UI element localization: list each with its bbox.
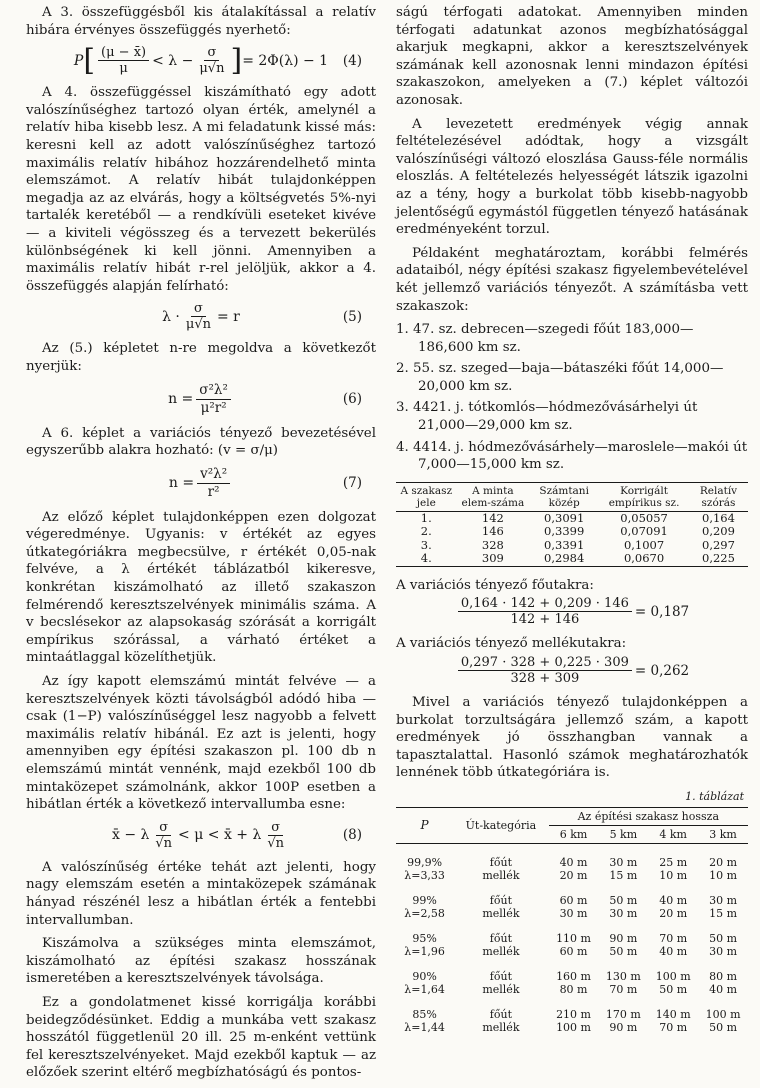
section-length-table [396,807,748,1034]
list-item: 4. 4414. j. hódmezővásárhely—maroslele—makói út 7,000—15,000 km sz. [396,439,748,473]
table-row: 99,9% főút 40 m 30 m 25 m 20 m [407,856,738,869]
paragraph-example: Példaként meghatároztam, korábbi felmérés adataiból, négy építési szakasz figyelembevételével két jellemző variációs tényezőt. A számításba vett szakaszok: [396,245,748,314]
list-item: 1. 47. sz. debrecen—szegedi főút 183,000—186,600 km sz. [396,322,694,355]
paragraph-8: Ez a gondolatmenet kissé korrigálja korábbi beidegződésünket. Eddig a munkába vett szakasz hosszától függetlenül 20 ill. 25 m-enként vettünk fel keresztszelvényeket. Majd ezekből kaptuk — az előzőek szerint eltérő megbízhatóságú és pontos- [26,994,376,1081]
table-row: λ=1,64 mellék 80 m 70 m 50 m 40 m [404,983,738,996]
eq4-number: (4) [342,52,362,69]
equation-4 [26,42,376,78]
side-road-calc: $\frac{0,297 \cdot 328 + 0,225 \cdot 309}{328 + 309}$ = 0,262 [396,655,748,686]
eq6-number: (6) [342,391,362,407]
list-item: 3. 4421. j. tótkomlós—hódmezővásárhelyi út 21,000—29,000 km sz. [396,400,698,434]
table-row: 1. 142 0,3091 0,05057 0,164 [420,510,735,525]
table-header: Út-kategória [465,819,537,832]
table-header: 5 km [609,828,638,841]
table-header: 3 km [709,828,737,841]
paragraph-4: Az előző képlet tulajdonképpen ezen dolgozat végeredménye. Ugyanis: v értékét az egyes útkategóriákra megbecsülve, r értékét 0,05-nak felvéve, a λ értékét táblázatból kikeresve, konkrétan kiszámolható az illető szakaszon felmérendő keresztszelvények minimális száma. A v becslésekor az alapsokaság szórását a korrigált empírikus szórással, a várható értéket a mintaátlaggal közelíthetjük. [26,509,376,666]
equation-8: x̄ − λ $\frac{\sigma}{√n}$ < μ < x̄ + λ $\frac{\sigma}{√n}$ (8) [111,819,362,851]
eq4-right-bracket: ] [230,42,243,78]
eq4-p: P [73,52,84,69]
table-row: λ=3,33 mellék 20 m 15 m 10 m 10 m [404,869,738,882]
section-list [396,321,748,474]
equation-7: n = $\frac{\text{v²λ²}}{\text{r²}}$ (7) [168,465,362,500]
equation-6: n = $\frac{\text{σ²λ²}}{\text{μ²r²}}$ (6) [168,381,362,416]
table-row: 85% főút 210 m 170 m 140 m 100 m [412,1008,741,1021]
eq4-rhs: = 2Φ(λ) − 1 [242,52,329,69]
right-column [396,4,748,1034]
table-row: 4. 309 0,2984 0,0670 0,225 [396,552,748,566]
table-row: λ=1,96 mellék 60 m 50 m 40 m 30 m [404,945,738,958]
paragraph-3: A 6. képlet a variációs tényező bevezetésével egyszerűbb alakra hozható: (v = σ/μ) [26,425,376,459]
table-header: Az építési szakasz hossza [549,808,748,826]
table-row: 2. 146 0,3399 0,07091 0,209 [420,524,735,539]
table-header: A minta elem-száma [461,484,525,509]
eq4-mid: < λ − [152,52,194,69]
eq4-left-bracket: [ [83,42,96,78]
table-header: 6 km [559,828,588,841]
paragraph-1: A 4. összefüggéssel kiszámítható egy adott valószínűséghez tartozó olyan érték, amelynél a relatív hiba kisebb lesz. A mi feladatunk kissé más: keresni kell az adott valószínűséghez tartozó maximális relatív hibához hozzárendelhető minta elemszámot. A relatív hibát tulajdonképpen megadja az az elvárás, hogy a költségvetés 5%-nyi tartalék keretéből — a rendkívüli eseteket kivéve — a kiviteli végösszeg és a tervezett bekerülés különbségének ki kell jönni. Amennyiben a maximális relatív hibát r-rel jelöljük, akkor a 4. összefüggés alapján felírható: [26,85,376,294]
paragraph-7: Kiszámolva a szükséges minta elemszámot, kiszámolható az építési szakasz hosszának ismeretében a keresztszelvények távolsága. [26,936,376,987]
side-road-label: A variációs tényező mellékutakra: [396,636,627,652]
paragraph-2: Az (5.) képletet n-re megoldva a következőt nyerjük: [26,341,376,374]
table-row: 90% főút 160 m 130 m 100 m 80 m [412,970,738,983]
table-header: Számtani közép [539,484,589,509]
table-caption: 1. táblázat [685,790,744,803]
paragraph-assumption: A levezetett eredmények végig annak feltételezésével adódtak, hogy a vizsgált valószínűségi változó eloszlása Gauss-féle normális eloszlás. A feltételezés helyességét látszik igazolni az a tény, hogy a burkolat több kisebb-nagyobb jelentőségű egymástól független tényező hatásának eredményeként torzul. [396,116,748,238]
list-item: 2. 55. sz. szeged—baja—bátaszéki főút 14,000—20,000 km sz. [396,361,724,394]
table-header: 4 km [659,828,687,841]
equation-5: λ · $\frac{\sigma}{\mu√n}$ = r (5) [162,301,362,333]
paragraph-continued: ságú térfogati adatokat. Amennyiben minden térfogati adatunkat azonos megbízhatósággal akarjuk megkapni, akkor a keresztszelvények számának kell azonosnak lenni mindazon építési szakaszokon, amelyeken a (7.) képlet változói azonosak. [396,5,748,108]
paragraph-intro: A 3. összefüggésből kis átalakítással a relatív hibára érvényes összefüggés nyerhető: [26,5,376,38]
table-row: λ=1,44 mellék 100 m 90 m 70 m 50 m [404,1021,738,1034]
table-row: 3. 328 0,3391 0,1007 0,297 [420,537,735,552]
main-road-label: A variációs tényező főutakra: [396,577,594,593]
section-length-table-body [396,844,748,1035]
table-header: P [420,818,429,832]
eq7-number: (7) [342,475,362,492]
variation-table [396,482,748,567]
table-header: Korrigált empírikus sz. [608,484,680,509]
eq4-fraction: $\frac{(\mu - x̄)}{\mu}$ [98,45,149,76]
table-header: A szakasz jele [400,484,453,509]
table-row: 99% főút 60 m 50 m 40 m 30 m [412,894,738,907]
paragraph-conclusion: Mivel a variációs tényező tulajdonképpen a burkolat torzultságára jellemző szám, a kapott eredmények jó összhangban vannak a tapasztalattal. Hasonló számok meghatározhatók lennének több útkategóriára is. [396,695,748,781]
eq5-number: (5) [342,308,362,325]
left-column [26,4,376,1088]
table-row: 95% főút 110 m 90 m 70 m 50 m [412,932,738,945]
eq8-number: (8) [342,827,362,844]
paragraph-6: A valószínűség értéke tehát azt jelenti, hogy nagy elemszám esetén a mintaközepek számának hányad részénél lesz a hibátlan érték a fentebbi intervallumban. [26,859,376,928]
paragraph-5: Az így kapott elemszámú mintát felvéve — a keresztszelvények közti távolságból adódó hiba — csak (1−P) valószínűséggel lesz nagyobb a felvett maximális relatív hibánál. Ez azt is jelenti, hogy amennyiben egy építési szakaszon pl. 100 db n elemszámú mintát vennénk, majd ezekből 100 db mintaközepet számolnánk, akkor 100P esetben a hibátlan érték a következő intervallumba esne: [26,674,376,813]
eq4-fraction-2: $\frac{\sigma}{\mu√n}$ [199,45,225,77]
main-road-calc: $\frac{0,164 \cdot 142 + 0,209 \cdot 146}{142 + 146}$ = 0,187 [396,596,748,627]
v-definition: (v = σ/μ) [217,443,279,459]
table-row: λ=2,58 mellék 30 m 30 m 20 m 15 m [404,907,738,920]
table-header: Relatív szórás [699,484,738,509]
